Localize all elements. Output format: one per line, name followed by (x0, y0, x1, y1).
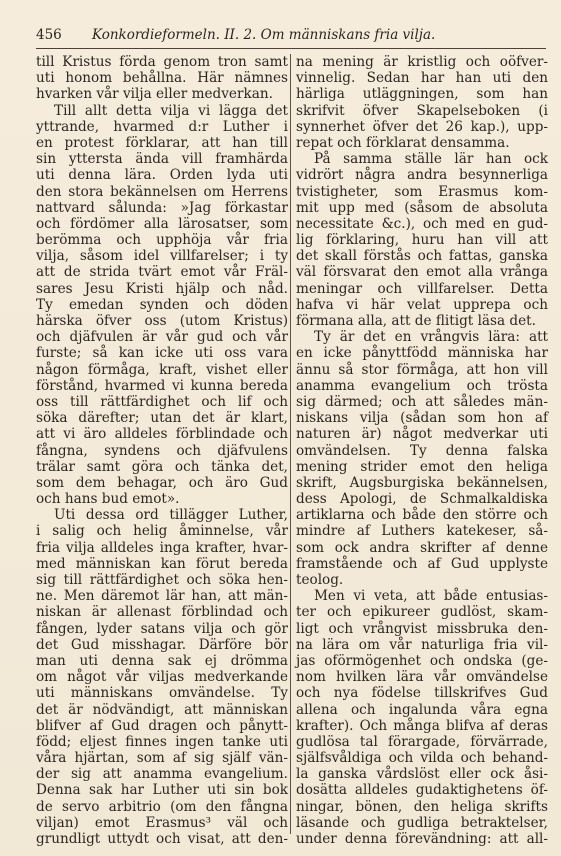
text-line: hvarken vår vilja eller medverkan. (36, 86, 273, 103)
text-line: allena och ingalunda våra egna (296, 701, 548, 718)
text-line: fångna, syndens och djäfvulens (36, 442, 288, 459)
text-line: en protest förklarar, att han till (36, 134, 288, 151)
text-line: en icke pånyttfödd människa har (296, 345, 548, 362)
text-line: hafva vi här velat upprepa och (296, 296, 548, 313)
page-number: 456 (36, 27, 62, 43)
text-line: skrifvit öfver Skapelseboken (i (296, 102, 548, 119)
text-line: uti honom behållna. Här nämnes (36, 70, 288, 87)
text-line: och nya födelse tillskrifves Gud (296, 685, 548, 702)
text-line: och fördömer alla lärosatser, som (36, 215, 288, 232)
text-line: nom hvilken lära vår omvändelse (296, 669, 548, 686)
text-line: väl försvarat den emot alla vrånga (296, 264, 548, 281)
text-line: anamma evangelium och trösta (296, 377, 548, 394)
text-line: att vi äro alldeles förblindade och (36, 426, 288, 443)
text-line: själfsvåldiga och vilda och behand- (296, 750, 548, 767)
text-line: ne. Men däremot lär han, att män- (36, 588, 288, 605)
text-line: våra hjärtan, som af sig själf vän- (36, 750, 288, 767)
text-line: vidrört några andra besynnerliga (296, 167, 548, 184)
text-line: mit upp med (såsom de absoluta (296, 199, 548, 216)
text-line: la ganska vårdslöst eller ock åsi- (296, 766, 548, 783)
text-line: ningar, bönen, den heliga skrifts (296, 798, 548, 815)
text-line: och hans bud emot». (36, 491, 180, 508)
text-line: naturen är) något medverkar uti (296, 426, 548, 443)
text-line: Ty är det en vrångvis lära: att (314, 329, 548, 346)
text-line: repat och förklarat densamma. (296, 134, 510, 151)
text-line: grundligt uttydt och visat, att den- (36, 831, 288, 847)
text-line: skrift, Augsburgiska bekännelsen, (296, 474, 548, 491)
text-line: teolog. (296, 572, 344, 588)
text-line: necessitate &c.), och med en gud- (296, 215, 548, 232)
text-line: lig förklaring, huru han vill att (296, 232, 548, 249)
text-line: läsande och gudliga betraktelser, (296, 814, 548, 831)
text-line: niskan är allenast förblindad och (36, 604, 288, 621)
text-line: som dem behagar, och äro Gud (36, 474, 288, 491)
text-line: i salig och helig åminnelse, vår (36, 523, 288, 540)
text-line: blifver af Gud dragen och pånytt- (36, 717, 288, 734)
text-line: jas oförmögenhet och ondska (ge- (296, 652, 548, 669)
running-title: Konkordieformeln. II. 2. Om människans fria vilja. (92, 27, 436, 43)
text-line: viljan) emot Erasmus³ väl och (36, 814, 288, 831)
text-line: synnerhet öfver det 26 kap.), upp- (296, 118, 548, 135)
column-divider (290, 54, 291, 834)
text-line: som ock andra skrifter af denne (296, 539, 548, 556)
text-line: sig därmed; och att således män- (296, 393, 548, 410)
text-line: na mening är kristlig och oöfver- (296, 54, 548, 70)
text-line: det skall förstås och fattas, ganska (296, 248, 548, 265)
text-line: sig till rättfärdighet och söka hen- (36, 572, 288, 588)
text-line: till Kristus förda genom tron samt (36, 54, 288, 70)
text-line: under denna förevändning: att all- (296, 831, 548, 847)
text-line: fången, lyder satans vilja och gör (36, 620, 288, 637)
text-line: den stora bekännelsen om Herrens (36, 183, 288, 200)
text-line: sin yttersta ända vill framhärda (36, 151, 288, 168)
page-header (36, 24, 546, 46)
text-line: berömma och upphöja vår fria (36, 232, 288, 249)
text-line: dess Apologi, de Schmalkaldiska (296, 491, 548, 508)
text-line: mening strider emot den heliga (296, 458, 548, 475)
text-line: na lära om vår naturliga fria vil- (296, 636, 548, 653)
text-line: ligt och vrångvist missbruka den- (296, 620, 548, 637)
text-line: Uti dessa ord tillägger Luther, (54, 507, 288, 524)
text-line: Denna sak har Luther uti sin bok (36, 782, 288, 799)
text-line: krafter). Och många blifva af deras (296, 717, 548, 734)
text-line: Ty emedan synden och döden (36, 296, 288, 313)
text-line: det Gud misshagar. Därföre bör (36, 636, 288, 653)
text-line: om något vår viljas medverkande (36, 669, 288, 686)
text-line: förmana alla, att de flitigt läsa det. (296, 313, 536, 329)
text-line: oss till rättfärdighet och lif och (36, 393, 288, 410)
text-line: förstånd, hvarmed vi kunna bereda (36, 377, 288, 394)
text-line: niskans vilja (sådan som hon af (296, 410, 548, 427)
text-line: yttrande, hvarmed d:r Luther i (36, 118, 288, 135)
text-line: framstående och af Gud upplyste (296, 555, 548, 572)
text-line: Men vi veta, att både entusias- (314, 588, 548, 605)
text-line: någon förmåga, kraft, vishet eller (36, 361, 288, 378)
text-line: meningar och villfarelser. Detta (296, 280, 548, 297)
text-line: omvändelsen. Ty denna falska (296, 442, 548, 459)
text-line: med människan kan förut bereda (36, 555, 288, 572)
text-line: vinnelig. Sedan har han uti den (296, 70, 548, 87)
text-line: uti människans omvändelse. Ty (36, 685, 288, 702)
text-line: härliga utläggningen, som han (296, 86, 548, 103)
text-line: trälar samt göra och tänka det, (36, 458, 288, 475)
text-line: gudlösa tal förargade, förvärrade, (296, 733, 548, 750)
text-line: sares Jesu Kristi hjälp och nåd. (36, 280, 288, 297)
header-rule (36, 48, 546, 49)
text-line: att de strida tvärt emot vår Fräl- (36, 264, 288, 281)
text-line: furste; så kan icke uti oss vara (36, 345, 288, 362)
text-line: vilja, såsom idel villfarelser; i ty (36, 248, 288, 265)
text-line: man uti denna sak ej drömma (36, 652, 288, 669)
text-line: der sig att anamma evangelium. (36, 766, 288, 783)
text-line: och djäfvulen är vår gud och vår (36, 329, 288, 346)
right-column (296, 54, 548, 847)
text-line: det är nödvändigt, att människan (36, 701, 288, 718)
text-line: fria vilja alldeles inga krafter, hvar- (36, 539, 288, 556)
text-line: Till allt detta vilja vi lägga det (54, 102, 288, 119)
text-line: söka därefter; utan det är klart, (36, 410, 288, 427)
text-line: ännu så stor förmåga, att hon vill (296, 361, 548, 378)
text-line: härska öfver oss (utom Kristus) (36, 313, 288, 329)
text-line: artiklarna och både den större och (296, 507, 548, 524)
text-line: ter och epikureer gudlöst, skam- (296, 604, 548, 621)
text-line: mindre af Luthers katekeser, så- (296, 523, 548, 540)
text-line: nattvard sålunda: »Jag förkastar (36, 199, 288, 216)
text-line: de servo arbitrio (om den fångna (36, 798, 288, 815)
text-line: dosätta alldeles gudaktighetens öf- (296, 782, 548, 799)
left-column (36, 54, 288, 847)
text-line: uti denna lära. Orden lyda uti (36, 167, 288, 184)
text-line: tvistigheter, som Erasmus kom- (296, 183, 548, 200)
text-line: född; eljest finnes ingen tanke uti (36, 733, 288, 750)
text-line: På samma ställe lär han ock (314, 151, 548, 168)
